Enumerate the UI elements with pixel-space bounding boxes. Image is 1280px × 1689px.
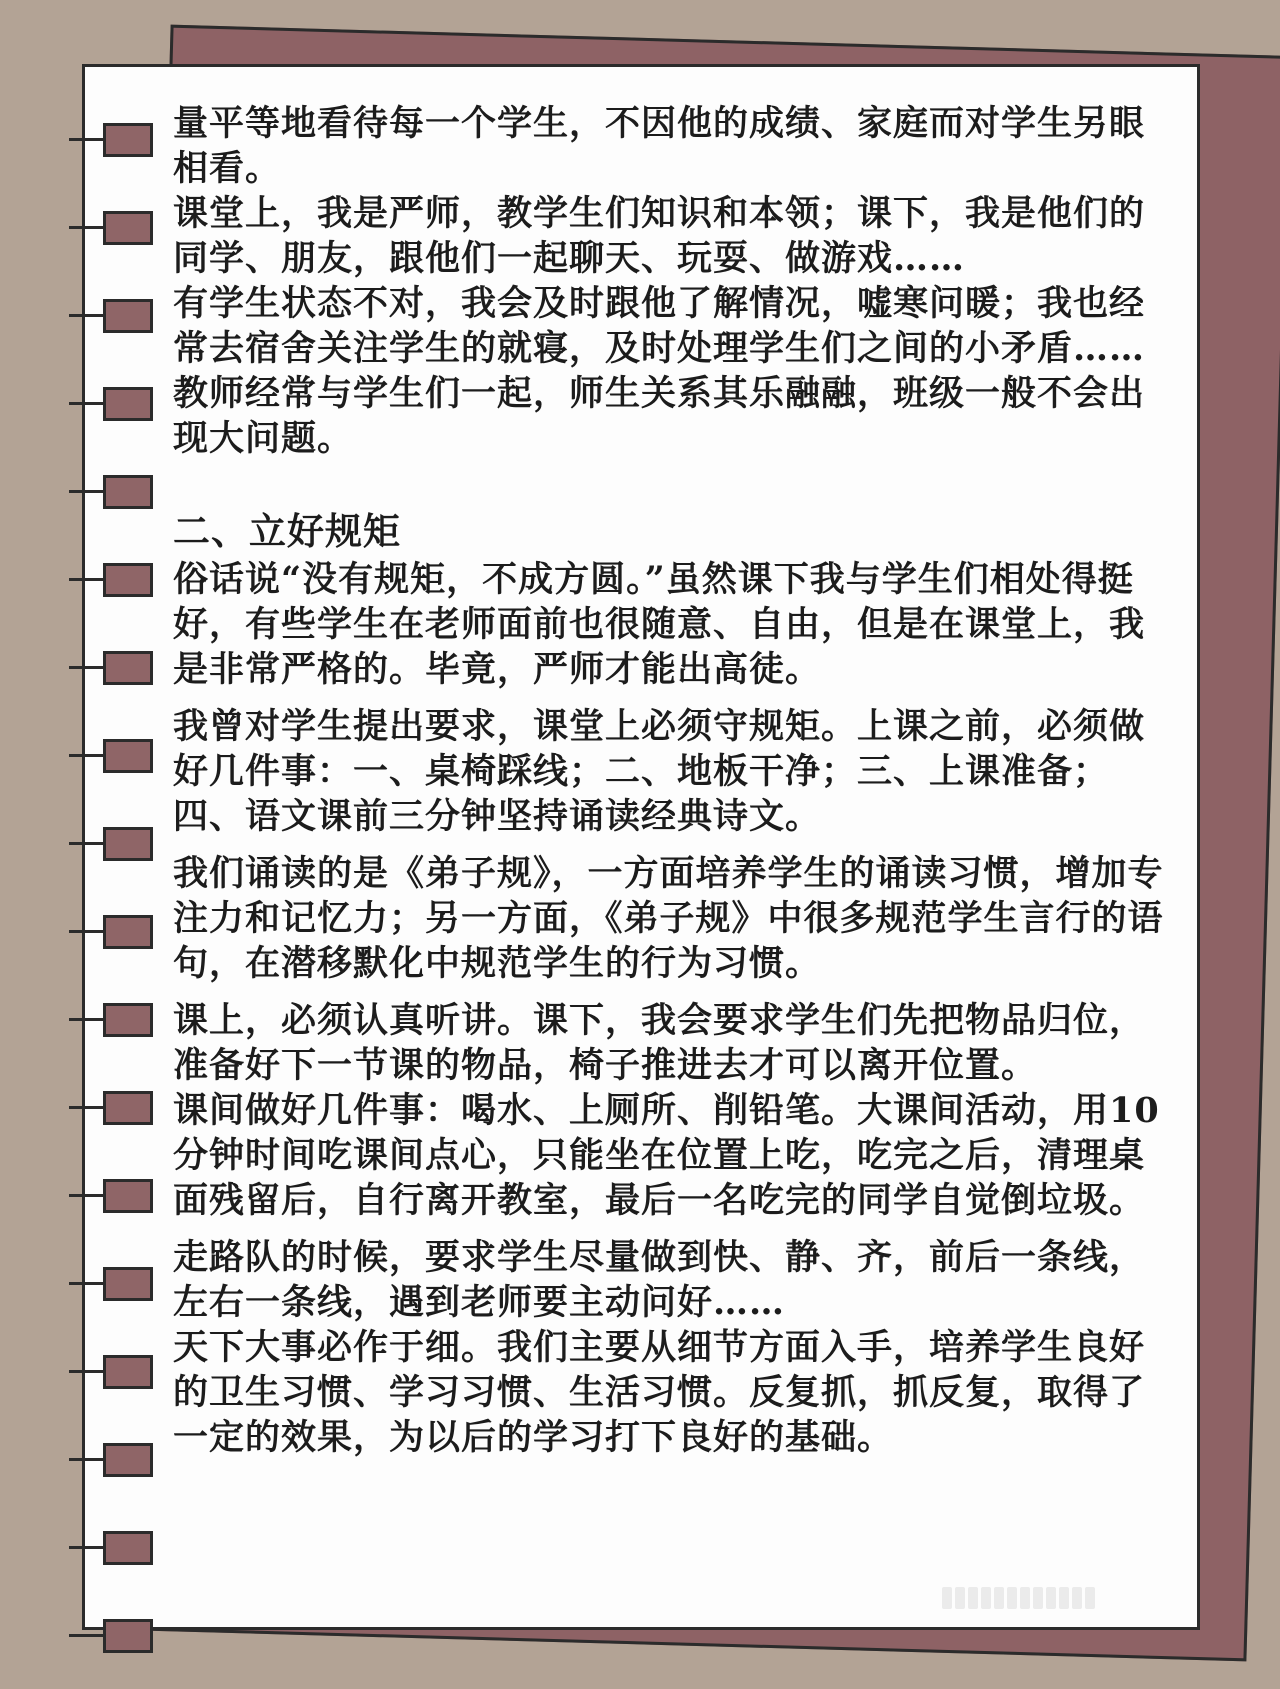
binding-wire bbox=[69, 930, 103, 933]
paragraph: 俗话说“没有规矩，不成方圆。”虽然课下我与学生们相处得挺好，有些学生在老师面前也很随意、自由，但是在课堂上，我是非常严格的。毕竟，严师才能出高徒。 bbox=[173, 559, 1146, 690]
binding-wire bbox=[69, 1018, 103, 1021]
paragraph: 课堂上，我是严师，教学生们知识和本领；课下，我是他们的同学、朋友，跟他们一起聊天、玩耍、做游戏…… bbox=[173, 193, 1146, 279]
binding-ring bbox=[103, 123, 153, 157]
notebook-page bbox=[82, 64, 1200, 1630]
binding-wire bbox=[69, 842, 103, 845]
binding-ring bbox=[103, 1003, 153, 1037]
binding-wire bbox=[69, 1370, 103, 1373]
binding-ring bbox=[103, 1091, 153, 1125]
section-heading: 二、立好规矩 bbox=[173, 510, 401, 553]
binding-ring bbox=[103, 563, 153, 597]
paragraph: 我曾对学生提出要求，课堂上必须守规矩。上课之前，必须做好几件事：一、桌椅踩线；二、地板干净；三、上课准备；四、语文课前三分钟坚持诵读经典诗文。 bbox=[173, 706, 1146, 837]
paragraph: 教师经常与学生们一起，师生关系其乐融融，班级一般不会出现大问题。 bbox=[173, 373, 1146, 459]
binding-wire bbox=[69, 1194, 103, 1197]
binding-wire bbox=[69, 578, 103, 581]
watermark bbox=[942, 1587, 1142, 1609]
binding-ring bbox=[103, 651, 153, 685]
binding-ring bbox=[103, 1179, 153, 1213]
binding-ring bbox=[103, 211, 153, 245]
binding-wire bbox=[69, 1634, 103, 1637]
paragraph: 天下大事必作于细。我们主要从细节方面入手，培养学生良好的卫生习惯、学习习惯、生活习惯。反复抓，抓反复，取得了一定的效果，为以后的学习打下良好的基础。 bbox=[173, 1327, 1146, 1458]
paragraph: 课间做好几件事：喝水、上厕所、削铅笔。大课间活动，用10分钟时间吃课间点心，只能坐在位置上吃，吃完之后，清理桌面残留后，自行离开教室，最后一名吃完的同学自觉倒垃圾。 bbox=[173, 1090, 1160, 1221]
paragraph: 走路队的时候，要求学生尽量做到快、静、齐，前后一条线，左右一条线，遇到老师要主动问好…… bbox=[173, 1237, 1146, 1323]
binding-wire bbox=[69, 402, 103, 405]
binding-ring bbox=[103, 1355, 153, 1389]
binding-ring bbox=[103, 1443, 153, 1477]
binding-wire bbox=[69, 1282, 103, 1285]
binding-wire bbox=[69, 490, 103, 493]
binding-wire bbox=[69, 138, 103, 141]
binding-wire bbox=[69, 1106, 103, 1109]
binding-wire bbox=[69, 226, 103, 229]
binding-wire bbox=[69, 1546, 103, 1549]
binding-ring bbox=[103, 1531, 153, 1565]
binding-ring bbox=[103, 387, 153, 421]
paragraph: 有学生状态不对，我会及时跟他了解情况，嘘寒问暖；我也经常去宿舍关注学生的就寝，及时处理学生们之间的小矛盾…… bbox=[173, 283, 1146, 369]
document-body bbox=[173, 101, 1167, 1460]
paragraph: 课上，必须认真听讲。课下，我会要求学生们先把物品归位，准备好下一节课的物品，椅子推进去才可以离开位置。 bbox=[173, 1000, 1146, 1086]
binding-ring bbox=[103, 299, 153, 333]
binding-ring bbox=[103, 827, 153, 861]
paragraph: 量平等地看待每一个学生，不因他的成绩、家庭而对学生另眼相看。 bbox=[173, 103, 1146, 189]
binding-wire bbox=[69, 314, 103, 317]
binding-wire bbox=[69, 1458, 103, 1461]
binding-wire bbox=[69, 754, 103, 757]
binding-ring bbox=[103, 475, 153, 509]
paragraph: 我们诵读的是《弟子规》，一方面培养学生的诵读习惯，增加专注力和记忆力；另一方面，《弟子规》中很多规范学生言行的语句，在潜移默化中规范学生的行为习惯。 bbox=[173, 853, 1164, 984]
binding-ring bbox=[103, 915, 153, 949]
binding-wire bbox=[69, 666, 103, 669]
binding-ring bbox=[103, 739, 153, 773]
binding-ring bbox=[103, 1267, 153, 1301]
binding-ring bbox=[103, 1619, 153, 1653]
